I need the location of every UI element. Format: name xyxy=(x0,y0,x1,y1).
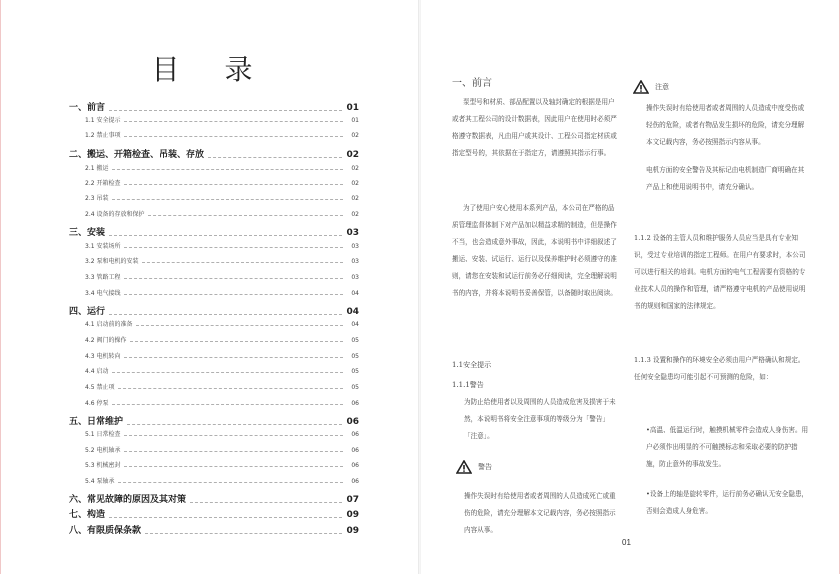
toc-section-entry[interactable] xyxy=(69,241,359,250)
toc-section-entry[interactable] xyxy=(69,256,359,265)
toc-entry-label: 3.2 泵和电机的安装 xyxy=(85,258,139,265)
toc-chapter-entry[interactable] xyxy=(69,523,359,536)
toc-page-number: 02 xyxy=(351,180,359,187)
toc-entry-label: 2.2 开箱检查 xyxy=(85,180,121,187)
toc-entry-label: 六、常见故障的原因及其对策 xyxy=(69,495,187,505)
toc-entry-label: 一、前言 xyxy=(69,103,106,113)
toc-entry-label: 3.1 安装场所 xyxy=(85,243,121,250)
toc-section-entry[interactable] xyxy=(69,178,359,187)
toc-title: 目 录 xyxy=(151,53,271,86)
caution-description: 操作失误时有给使用者或者周围的人员造成中度受伤或轻伤的危险，或者有物品发生损坏的危险，请充分理解本文记载内容，务必按照指示内容从事。 xyxy=(646,104,805,146)
preface-paragraph-1: 泵型号和材质、部品配置以及轴封确定的根据是用户或者其工程公司的设计数据表，因此用户在使用时必须严格遵守数据表，凡由用户或其设计、工程公司指定材质或指定型号的，其依据在于指定方，请遵照其指示行事。 xyxy=(452,98,617,157)
toc-page-number: 06 xyxy=(351,400,359,407)
toc-section-entry[interactable] xyxy=(69,288,359,297)
toc-leader-line xyxy=(118,482,343,483)
toc-page-number: 05 xyxy=(351,384,359,391)
toc-leader-line xyxy=(109,517,342,518)
toc-page-number: 02 xyxy=(346,150,359,160)
toc-leader-line xyxy=(130,341,343,342)
toc-section-entry[interactable] xyxy=(69,163,359,172)
section-1-1-1-heading: 1.1.1警告 xyxy=(452,381,484,389)
toc-section-entry[interactable] xyxy=(69,115,359,124)
toc-section-entry[interactable] xyxy=(69,209,359,218)
toc-entry-label: 1.1 安全提示 xyxy=(85,117,121,124)
page-number: 01 xyxy=(622,538,631,547)
toc-leader-line xyxy=(145,533,342,534)
caution-block xyxy=(633,80,669,94)
toc-chapter-entry[interactable] xyxy=(69,492,359,505)
toc-entry-label: 4.5 禁止项 xyxy=(85,384,115,391)
toc-page-number: 02 xyxy=(351,211,359,218)
toc-page-number: 06 xyxy=(351,462,359,469)
toc-section-entry[interactable] xyxy=(69,351,359,360)
toc-leader-line xyxy=(112,199,343,200)
toc-page-number: 04 xyxy=(346,307,359,317)
toc-leader-line xyxy=(208,157,342,158)
toc-entry-label: 三、安装 xyxy=(69,228,106,238)
warning-icon xyxy=(456,460,472,474)
toc-entry-label: 2.1 搬运 xyxy=(85,165,109,172)
toc-leader-line xyxy=(118,388,343,389)
toc-chapter-entry[interactable] xyxy=(69,100,359,113)
toc-entry-label: 4.3 电机转向 xyxy=(85,353,121,360)
toc-section-entry[interactable] xyxy=(69,319,359,328)
toc-leader-line xyxy=(190,502,342,503)
toc-page-number: 07 xyxy=(346,495,359,505)
section-1-1-heading: 1.1安全提示 xyxy=(452,361,492,369)
warning-intro-text: 为防止给使用者以及周围的人员造成危害及损害于未然，本说明书将安全注意事项的等级分为「警告」「注意」。 xyxy=(464,398,616,440)
toc-leader-line xyxy=(127,424,342,425)
toc-chapter-entry[interactable] xyxy=(69,507,359,520)
motor-safety-note: 电机方面的安全警告及其标记由电机制造厂商明确在其产品上和使用说明书中，请充分确认。 xyxy=(646,166,805,191)
toc-page-number: 06 xyxy=(346,417,359,427)
toc-leader-line xyxy=(124,136,343,137)
toc-section-entry[interactable] xyxy=(69,445,359,454)
toc-leader-line xyxy=(136,325,343,326)
toc-entry-label: 七、构造 xyxy=(69,510,106,520)
toc-leader-line xyxy=(124,357,343,358)
section-1-1-2-text: 1.1.2 设备的主管人员和维护服务人员应当是具有专业知识，受过专业培训的指定工程师。在用户有要求时，本公司可以进行相关的培训。电机方面的电气工程需要有资格的专业技术人员的操作和管理，请严格遵守电机的产品使用说明书的规则和国家的法律规定。 xyxy=(634,234,806,310)
toc-page-number: 05 xyxy=(351,353,359,360)
toc-page-number: 02 xyxy=(351,195,359,202)
toc-entry-label: 1.2 禁止事项 xyxy=(85,132,121,139)
toc-chapter-entry[interactable] xyxy=(69,225,359,238)
toc-section-entry[interactable] xyxy=(69,476,359,485)
toc-section-entry[interactable] xyxy=(69,130,359,139)
toc-leader-line xyxy=(112,169,343,170)
toc-page-number: 04 xyxy=(351,321,359,328)
warning-block xyxy=(456,460,492,474)
toc-leader-line xyxy=(124,247,343,248)
toc-page-number: 03 xyxy=(351,258,359,265)
toc-entry-label: 2.4 设备的存放和保护 xyxy=(85,211,145,218)
toc-leader-line xyxy=(112,372,343,373)
caution-icon xyxy=(633,80,649,94)
toc-page-number: 06 xyxy=(351,447,359,454)
toc-entry-label: 八、有限质保条款 xyxy=(69,526,142,536)
toc-entry-label: 5.2 电机轴承 xyxy=(85,447,121,454)
toc-page-number: 06 xyxy=(351,478,359,485)
toc-section-entry[interactable] xyxy=(69,460,359,469)
toc-entry-label: 4.2 阀门的操作 xyxy=(85,337,127,344)
preface-heading: 一、前言 xyxy=(452,78,492,89)
toc-entry-label: 2.3 吊装 xyxy=(85,195,109,202)
toc-leader-line xyxy=(124,121,343,122)
toc-entry-label: 5.4 泵轴承 xyxy=(85,478,115,485)
toc-entry-label: 五、日常维护 xyxy=(69,417,124,427)
toc-page-number: 09 xyxy=(346,526,359,536)
toc-page-number: 03 xyxy=(346,228,359,238)
toc-chapter-entry[interactable] xyxy=(69,147,359,160)
toc-leader-line xyxy=(124,466,343,467)
toc-entry-label: 二、搬运、开箱检查、吊装、存放 xyxy=(69,150,205,160)
toc-page-number: 04 xyxy=(351,290,359,297)
toc-entry-label: 4.1 启动前的准备 xyxy=(85,321,133,328)
toc-page-number: 05 xyxy=(351,337,359,344)
section-1-1-3-text: 1.1.3 设置和操作的环境安全必须由用户严格确认和规定。任何安全隐患均可能引起不可预测的危险，如： xyxy=(634,356,805,381)
toc-section-entry[interactable] xyxy=(69,398,359,407)
caution-label: 注意 xyxy=(655,83,669,91)
toc-page-number: 03 xyxy=(351,243,359,250)
toc-leader-line xyxy=(124,451,343,452)
toc-leader-line xyxy=(124,435,343,436)
toc-leader-line xyxy=(124,184,343,185)
toc-entry-label: 3.3 管路工程 xyxy=(85,274,121,281)
toc-page-number: 03 xyxy=(351,274,359,281)
toc-entry-label: 5.1 日常检查 xyxy=(85,431,121,438)
toc-entry-label: 四、运行 xyxy=(69,307,106,317)
toc-section-entry[interactable] xyxy=(69,335,359,344)
toc-page-number: 01 xyxy=(351,117,359,124)
toc-leader-line xyxy=(148,215,343,216)
toc-leader-line xyxy=(109,314,342,315)
toc-leader-line xyxy=(112,404,343,405)
toc-page-number: 05 xyxy=(351,368,359,375)
toc-page-number: 09 xyxy=(346,510,359,520)
warning-description: 操作失误时有给使用者或者周围的人员造成死亡或重伤的危险，请充分理解本文记载内容，务必按照指示内容从事。 xyxy=(464,492,616,534)
toc-leader-line xyxy=(124,278,343,279)
toc-section-entry[interactable] xyxy=(69,382,359,391)
toc-page-number: 01 xyxy=(346,103,359,113)
toc-page-number: 02 xyxy=(351,165,359,172)
toc-chapter-entry[interactable] xyxy=(69,414,359,427)
toc-section-entry[interactable] xyxy=(69,366,359,375)
toc-section-entry[interactable] xyxy=(69,272,359,281)
bullet-high-low-temp: •高温、低温运行时，触摸机械零件会造成人身伤害。用户必须作出明显的不可触摸标志和采取必要的防护措施，防止意外的事故发生。 xyxy=(646,426,809,468)
toc-leader-line xyxy=(124,294,343,295)
warning-label: 警告 xyxy=(478,463,492,471)
toc-page-number: 06 xyxy=(351,431,359,438)
toc-leader-line xyxy=(142,262,343,263)
bullet-rotating-shaft: •设备上的轴是旋转零件，运行前务必确认无安全隐患，否则会造成人身危害。 xyxy=(646,490,809,515)
toc-section-entry[interactable] xyxy=(69,193,359,202)
toc-chapter-entry[interactable] xyxy=(69,304,359,317)
toc-page-number: 02 xyxy=(351,132,359,139)
toc-leader-line xyxy=(109,235,342,236)
toc-leader-line xyxy=(109,110,342,111)
toc-section-entry[interactable] xyxy=(69,429,359,438)
toc-entry-label: 4.6 停泵 xyxy=(85,400,109,407)
toc-entry-label: 5.3 机械密封 xyxy=(85,462,121,469)
toc-entry-label: 4.4 启动 xyxy=(85,368,109,375)
preface-paragraph-2: 为了使用户安心使用本系列产品，本公司在严格的品质管理监督体制下对产品加以精益求精的制造，但是操作不当，也会造成意外事故，因此，本说明书中详细叙述了搬运、安装、试运行、运行以及保养维护时必须遵守的准则，请您在安装和试运行前务必仔细阅读，完全理解说明书的内容，并将本说明书妥善保管，以备随时取出阅读。 xyxy=(452,204,617,297)
toc-entry-label: 3.4 电气接线 xyxy=(85,290,121,297)
